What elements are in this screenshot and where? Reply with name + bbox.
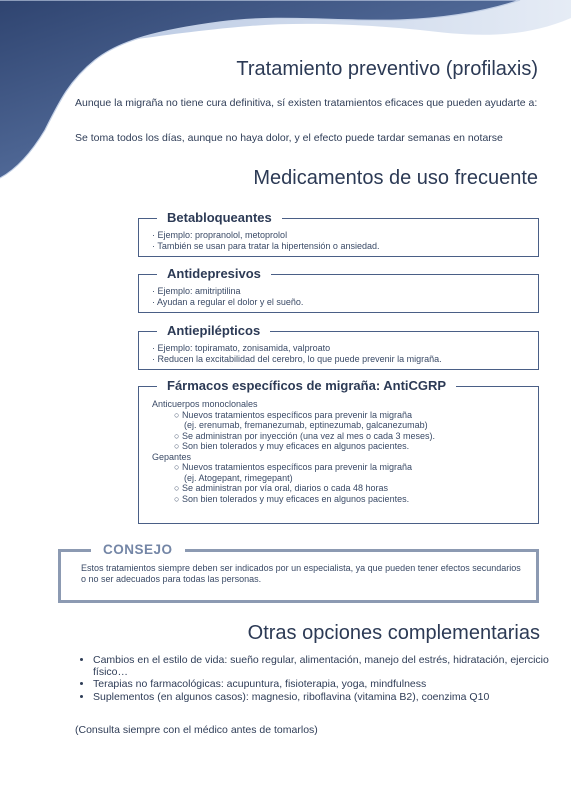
box-body — [152, 286, 303, 307]
advice-box — [58, 542, 539, 603]
list-item: • Terapias no farmacológicas: acupuntura, fisioterapia, yoga, mindfulness — [93, 679, 553, 691]
group-label: Anticuerpos monoclonales — [152, 399, 258, 409]
box-title: Antiepilépticos — [157, 323, 270, 339]
list-item-continuation: (ej. Atogepant, rimegepant) — [184, 472, 293, 483]
box-line: · Reducen la excitabilidad del cerebro, lo que puede prevenir la migraña. — [152, 353, 442, 364]
consult-note: (Consulta siempre con el médico antes de tomarlos) — [75, 724, 318, 736]
box-body — [152, 343, 442, 364]
box-line: · Ejemplo: amitriptilina — [152, 286, 241, 296]
box-line: · También se usan para tratar la hipertensión o ansiedad. — [152, 240, 380, 251]
daily-use-paragraph: Se toma todos los días, aunque no haya dolor, y el efecto puede tardar semanas en notarse — [75, 132, 503, 144]
list-item: ○ Se administran por inyección (una vez al mes o cada 3 meses). — [174, 430, 436, 441]
medications-heading: Medicamentos de uso frecuente — [253, 167, 538, 189]
page-title: Tratamiento preventivo (profilaxis) — [236, 58, 538, 80]
box-title: Betabloqueantes — [157, 210, 282, 226]
advice-title: CONSEJO — [91, 541, 185, 559]
box-body — [152, 399, 435, 504]
list-item: ○ Nuevos tratamientos específicos para prevenir la migraña — [174, 409, 413, 420]
box-body — [152, 230, 379, 251]
list-item-continuation: (ej. erenumab, fremanezumab, eptinezumab, galcanezumab) — [184, 420, 428, 430]
intro-paragraph: Aunque la migraña no tiene cura definitiva, sí existen tratamientos eficaces que pueden ayudarte a: — [75, 97, 538, 109]
box-line: · Ejemplo: topiramato, zonisamida, valproato — [152, 343, 331, 353]
list-item: ○ Son bien tolerados y muy eficaces en algunos pacientes. — [174, 493, 410, 504]
group-label: Gepantes — [152, 451, 192, 462]
box-line: · Ejemplo: propranolol, metoprolol — [152, 230, 288, 240]
list-item: ○ Se administran por vía oral, diarios o cada 48 horas — [174, 483, 389, 493]
list-item: ○ Nuevos tratamientos específicos para prevenir la migraña — [174, 462, 413, 472]
options-heading: Otras opciones complementarias — [247, 622, 540, 644]
box-title: Antidepresivos — [157, 266, 271, 282]
box-line: · Ayudan a regular el dolor y el sueño. — [152, 296, 304, 307]
list-item: • Cambios en el estilo de vida: sueño regular, alimentación, manejo del estrés, hidratación, ejercicio físico… — [93, 655, 553, 678]
betabloqueantes-box — [138, 210, 539, 257]
list-item: • Suplementos (en algunos casos): magnesio, riboflavina (vitamina B2), coenzima Q10 — [93, 692, 553, 704]
list-item: ○ Son bien tolerados y muy eficaces en algunos pacientes. — [174, 441, 410, 451]
options-list — [75, 655, 553, 704]
antidepresivos-box — [138, 266, 539, 313]
antiepilepticos-box — [138, 323, 539, 370]
anticgrp-box — [138, 378, 539, 524]
advice-text: Estos tratamientos siempre deben ser indicados por un especialista, ya que pueden tener efectos secundarios o no ser adecuados para todas las personas. — [81, 563, 521, 584]
box-title: Fármacos específicos de migraña: AntiCGRP — [157, 378, 456, 394]
